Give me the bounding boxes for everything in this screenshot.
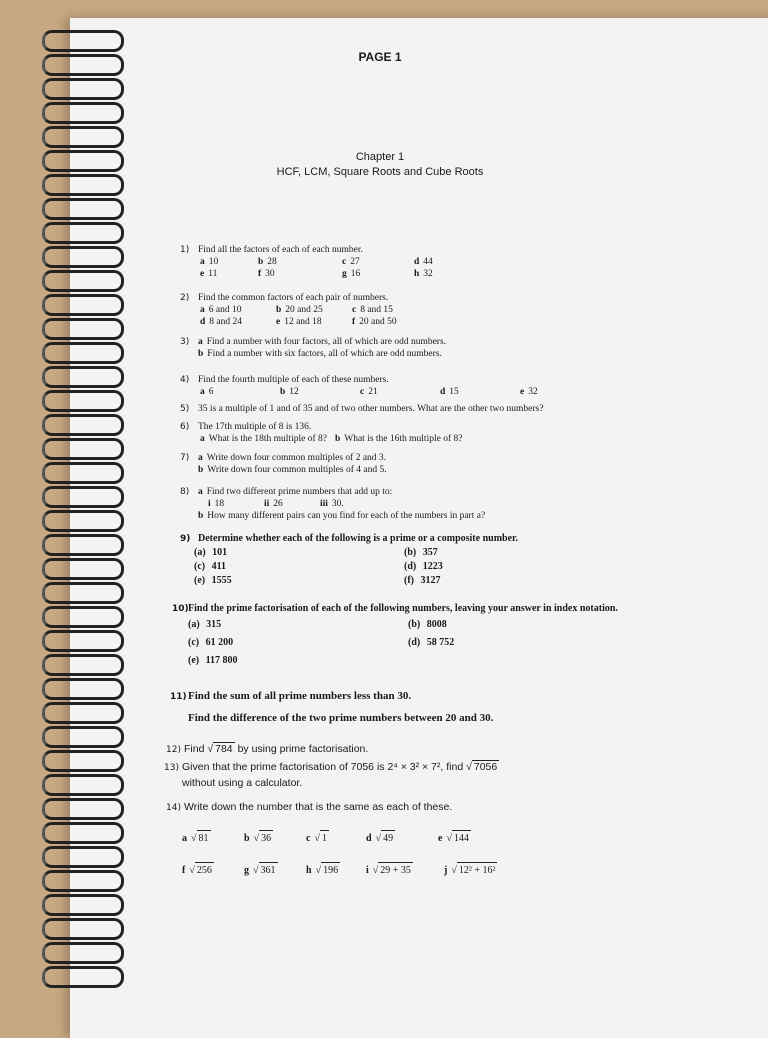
spiral-coil <box>42 366 124 388</box>
spiral-coil <box>42 846 124 868</box>
radicand: 7056 <box>473 761 498 773</box>
spiral-coil <box>42 894 124 916</box>
spiral-coil <box>42 654 124 676</box>
part-value: 28 <box>267 257 277 267</box>
part-label: (a) <box>194 547 206 558</box>
square-root: √ 361 <box>253 862 278 878</box>
question-text: 35 is a multiple of 1 and of 35 and of two other numbers. What are the other two numbers? <box>198 404 544 414</box>
question-number: 8) <box>180 487 190 497</box>
part-label: (d) <box>408 637 421 648</box>
question-text-line2: without using a calculator. <box>182 777 303 789</box>
part-value: 315 <box>206 619 222 630</box>
spiral-coil <box>42 270 124 292</box>
question-number: 4) <box>180 375 190 385</box>
part-label: (b) <box>404 547 417 558</box>
question-text: Find all the factors of each of each number. <box>198 245 363 255</box>
part-label: (c) <box>194 561 206 572</box>
part-label: d <box>200 317 206 327</box>
square-root: √ 7056 <box>466 761 498 773</box>
spiral-coil <box>42 630 124 652</box>
question-number: 6) <box>180 422 190 432</box>
question-number: 12) <box>166 745 181 755</box>
question-2 <box>180 292 397 328</box>
spiral-coil <box>42 150 124 172</box>
part-label: b <box>276 305 282 315</box>
spiral-coil <box>42 414 124 436</box>
spiral-coil <box>42 78 124 100</box>
part-label: f <box>352 317 356 327</box>
part-value: 11 <box>208 269 218 279</box>
part-b-text: Find a number with six factors, all of which are odd numbers. <box>207 349 442 359</box>
radicand: 1 <box>320 830 329 846</box>
part-value: 16 <box>350 269 361 279</box>
question-number: 14) <box>166 803 181 813</box>
spiral-coil <box>42 126 124 148</box>
square-root: √ 196 <box>316 862 341 878</box>
question-7: 7) a Write down four common multiples of 2 and 3. b Write down four common multiples of 4 and 5. <box>180 453 387 475</box>
spiral-coil <box>42 294 124 316</box>
question-14 <box>166 800 534 878</box>
part-a-text: Write down four common multiples of 2 and 3. <box>206 453 387 463</box>
radicand: 49 <box>381 830 395 846</box>
part-label: h <box>414 269 420 279</box>
question-number: 3) <box>180 337 190 347</box>
square-root: √ 29 + 35 <box>373 862 413 878</box>
radicand: 36 <box>259 830 273 846</box>
part-value: 6 and 10 <box>208 305 242 315</box>
spiral-coil <box>42 942 124 964</box>
part-label: (f) <box>404 575 414 586</box>
part-label: f <box>258 269 262 279</box>
part-value: 61 200 <box>205 637 234 648</box>
part-value: 32 <box>423 269 433 279</box>
question-number: 1) <box>180 245 190 255</box>
spiral-coil <box>42 30 124 52</box>
part-value: 20 and 50 <box>359 317 397 327</box>
part-label: c <box>352 305 357 315</box>
part-value: 15 <box>449 387 459 397</box>
part-label: (c) <box>188 637 200 648</box>
part-label: (d) <box>404 561 417 572</box>
part-value: 1555 <box>211 575 232 586</box>
question-number: 13) <box>164 763 179 773</box>
spiral-coil <box>42 702 124 724</box>
question-10 <box>172 602 618 670</box>
part-label: e <box>276 317 281 327</box>
radicand: 784 <box>215 743 233 755</box>
question-3: 3) a Find a number with four factors, all of which are odd numbers. b Find a number with six factors, all of which are odd numbers. <box>180 337 447 359</box>
part-label: j <box>444 865 448 876</box>
question-5 <box>180 403 543 415</box>
question-number: 2) <box>180 293 190 303</box>
question-text: Find the fourth multiple of each of these numbers. <box>198 375 389 385</box>
part-value: 8008 <box>426 619 447 630</box>
question-text-line1: Find the sum of all prime numbers less than 30. <box>188 690 412 702</box>
part-value: 58 752 <box>426 637 455 648</box>
part-label: ii <box>264 499 270 509</box>
part-label: (a) <box>188 619 200 630</box>
question-6: 6) The 17th multiple of 8 is 136. a What is the 18th multiple of 8? b What is the 16th multiple of 8? <box>180 422 463 444</box>
radical-item <box>182 830 244 846</box>
radicand: 29 + 35 <box>378 862 413 878</box>
part-value: 44 <box>423 257 433 267</box>
part-a-text: What is the 18th multiple of 8? <box>208 434 327 444</box>
page-header: PAGE 1 <box>358 50 402 64</box>
spiral-coil <box>42 54 124 76</box>
question-text-line2: Find the difference of the two prime numbers between 20 and 30. <box>188 712 494 724</box>
question-text-prefix: Find <box>184 743 205 755</box>
question-text: Determine whether each of the following is a prime or a composite number. <box>198 533 519 544</box>
spiral-coil <box>42 174 124 196</box>
part-label: a <box>182 833 187 844</box>
part-b-text: Write down four common multiples of 4 and 5. <box>207 465 387 475</box>
part-value: 18 <box>214 499 225 509</box>
part-label: b <box>258 257 264 267</box>
chapter-title: Chapter 1 <box>355 151 405 163</box>
spiral-coil <box>42 822 124 844</box>
part-label: e <box>438 833 443 844</box>
part-label: d <box>440 387 446 397</box>
part-label: g <box>342 269 347 279</box>
radicand: 256 <box>195 862 214 878</box>
part-value: 27 <box>350 257 360 267</box>
part-value: 12 and 18 <box>284 317 322 327</box>
spiral-coil <box>42 486 124 508</box>
spiral-coil <box>42 198 124 220</box>
radicand: 196 <box>321 862 340 878</box>
part-b-text: What is the 16th multiple of 8? <box>344 434 463 444</box>
radical-item <box>366 830 438 846</box>
part-label: b <box>244 833 250 844</box>
spiral-coil <box>42 534 124 556</box>
question-text-prefix: Given that the prime factorisation of 7056 is 2⁴ × 3² × 7², find <box>182 761 464 773</box>
square-root: √ 144 <box>446 830 471 846</box>
part-value: 30 <box>265 269 275 279</box>
radicand: 144 <box>452 830 471 846</box>
question-number: 9) <box>180 534 191 544</box>
question-11 <box>170 688 493 726</box>
question-text: Find the common factors of each pair of numbers. <box>198 293 389 303</box>
part-value: 8 and 24 <box>209 317 243 327</box>
part-label: g <box>244 865 249 876</box>
part-label: d <box>366 833 372 844</box>
spiral-coil <box>42 102 124 124</box>
part-label: e <box>200 269 205 279</box>
radical-item <box>444 862 534 878</box>
square-root: √ 1 <box>314 830 329 846</box>
part-label: iii <box>320 499 328 509</box>
part-value: 10 <box>208 257 219 267</box>
part-label: c <box>342 257 347 267</box>
part-value: 357 <box>422 547 438 558</box>
chapter-subtitle: HCF, LCM, Square Roots and Cube Roots <box>276 166 484 178</box>
spiral-coil <box>42 870 124 892</box>
question-number: 7) <box>180 453 190 463</box>
radicand: 361 <box>259 862 278 878</box>
part-value: 21 <box>368 387 378 397</box>
square-root: √ 81 <box>191 830 211 846</box>
part-label: (b) <box>408 619 421 630</box>
part-value: 20 and 25 <box>285 305 323 315</box>
part-a-text: Find a number with four factors, all of which are odd numbers. <box>206 337 447 347</box>
part-label: a <box>200 387 205 397</box>
part-b-text: How many different pairs can you find for each of the numbers in part a? <box>207 511 486 521</box>
question-text: Write down the number that is the same as each of these. <box>184 801 453 813</box>
radicand: 81 <box>197 830 211 846</box>
spiral-coil <box>42 582 124 604</box>
radical-item <box>306 830 366 846</box>
spiral-coil <box>42 726 124 748</box>
question-number: 11) <box>170 692 187 702</box>
spiral-coil <box>42 342 124 364</box>
question-1 <box>180 244 433 280</box>
radicand: 12² + 16² <box>457 862 498 878</box>
part-value: 3127 <box>420 575 441 586</box>
part-label: a <box>200 305 205 315</box>
square-root: √ 784 <box>207 743 233 755</box>
spiral-coil <box>42 510 124 532</box>
spiral-coil <box>42 222 124 244</box>
part-value: 26 <box>273 499 283 509</box>
question-text-suffix: by using prime factorisation. <box>237 743 369 755</box>
question-text: Find the prime factorisation of each of the following numbers, leaving your answer in index notation. <box>188 603 618 614</box>
spiral-coil <box>42 798 124 820</box>
part-label: i <box>366 865 369 876</box>
radical-item <box>244 862 306 878</box>
square-root: √ 256 <box>189 862 214 878</box>
part-value: 32 <box>528 387 538 397</box>
square-root: √ 36 <box>254 830 274 846</box>
spiral-coil <box>42 438 124 460</box>
part-label: a <box>200 257 205 267</box>
part-label: d <box>414 257 420 267</box>
part-value: 1223 <box>422 561 443 572</box>
radical-item <box>366 862 444 878</box>
spiral-coil <box>42 246 124 268</box>
question-12 <box>166 742 368 758</box>
radical-item <box>182 862 244 878</box>
part-label: h <box>306 865 312 876</box>
spiral-coil <box>42 966 124 988</box>
spiral-coil <box>42 774 124 796</box>
part-label: c <box>306 833 311 844</box>
part-label: (e) <box>188 655 200 666</box>
chapter-heading <box>220 150 540 180</box>
part-value: 8 and 15 <box>360 305 393 315</box>
spiral-binding <box>42 30 122 990</box>
question-9 <box>180 532 518 588</box>
question-number: 10) <box>172 604 189 614</box>
part-value: 30. <box>331 499 344 509</box>
radical-item <box>306 862 366 878</box>
part-value: 101 <box>212 547 228 558</box>
question-8: 8) a Find two different prime numbers that add up to: i 18 ii 26 iii 30. b How many different pairs can you find for each of the numbers in part a? <box>180 487 486 521</box>
square-root: √ 12² + 16² <box>451 862 497 878</box>
part-label: i <box>208 499 211 509</box>
spiral-coil <box>42 750 124 772</box>
spiral-coil <box>42 558 124 580</box>
question-4 <box>180 374 538 398</box>
question-13 <box>164 760 499 791</box>
spiral-coil <box>42 390 124 412</box>
part-value: 6 <box>208 387 214 397</box>
part-label: (e) <box>194 575 206 586</box>
question-number: 5) <box>180 404 190 414</box>
question-text: The 17th multiple of 8 is 136. <box>198 422 312 432</box>
part-value: 12 <box>289 387 299 397</box>
radical-item <box>438 830 508 846</box>
part-a-text: Find two different prime numbers that add up to: <box>206 487 393 497</box>
spiral-coil <box>42 606 124 628</box>
part-label: e <box>520 387 525 397</box>
spiral-coil <box>42 462 124 484</box>
spiral-coil <box>42 318 124 340</box>
spiral-coil <box>42 678 124 700</box>
part-value: 117 800 <box>205 655 238 666</box>
square-root: √ 49 <box>376 830 396 846</box>
part-label: c <box>360 387 365 397</box>
part-label: f <box>182 865 186 876</box>
part-value: 411 <box>211 561 227 572</box>
radical-item <box>244 830 306 846</box>
spiral-coil <box>42 918 124 940</box>
part-label: b <box>280 387 286 397</box>
